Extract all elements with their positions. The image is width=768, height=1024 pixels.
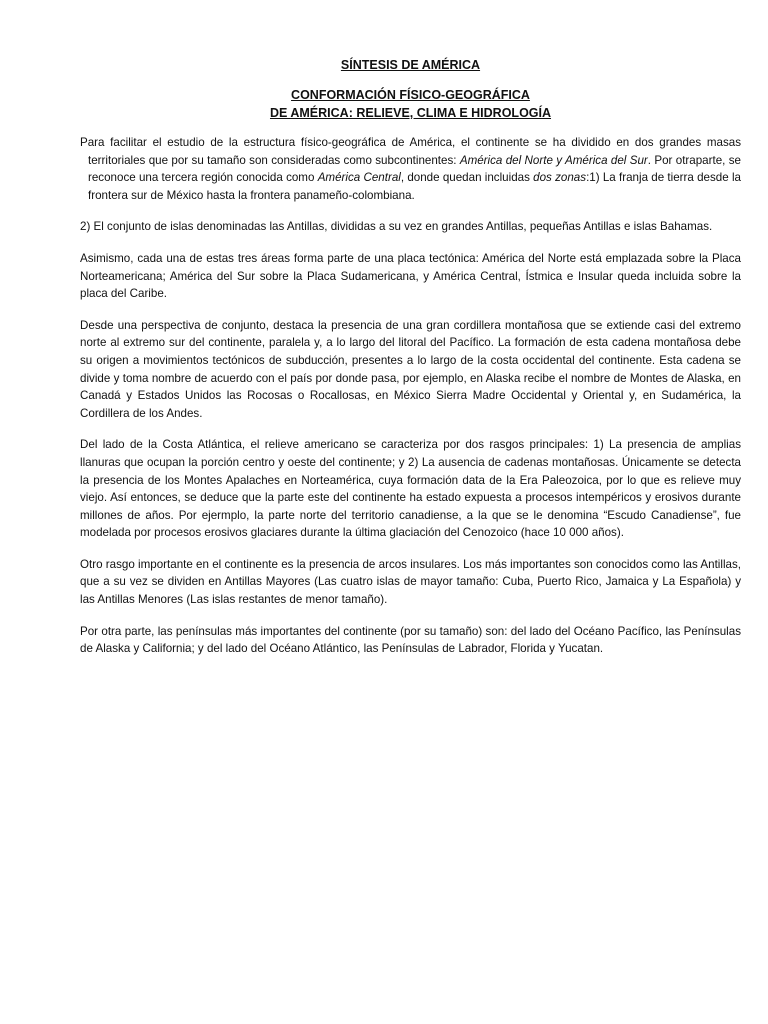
paragraph-3: Asimismo, cada una de estas tres áreas forma parte de una placa tectónica: América del Norte está emplazada sobre la Placa Norteamericana; América del Sur sobre la Placa Sudamericana, y América Central, Ístmica e Insular queda incluida sobre la placa del Caribe. [80, 251, 741, 301]
paragraph-7: Por otra parte, las penínsulas más importantes del continente (por su tamaño) son: del lado del Océano Pacífico, las Penínsulas de Alaska y California; y del lado del Océano Atlántico, las Penínsulas de Labrador, Florida y Yucatan. [80, 624, 741, 656]
p1-text-e: , donde quedan incluidas [400, 171, 534, 185]
paragraph-5: Del lado de la Costa Atlántica, el relieve americano se caracteriza por dos rasgos principales: 1) La presencia de amplias llanuras que ocupan la porción centro y oeste del continente; y 2) La ausencia de cadenas montañosas. Únicamente se detecta la presencia de los Montes Apalaches en Norteamérica, cuya formación data de la Era Paleozoica, por lo que es relieve muy viejo. Así entonces, se deduce que la parte este del continente ha estado expuesta a procesos intempéricos y erosivos durante millones de años. Por ejermplo, la parte norte del territorio canadiense, a la que se le denomina “Escudo Canadiense”, fue modelada por procesos erosivos glaciares durante la última glaciación del Cenozoico (hace 10 000 años). [80, 438, 741, 540]
p1-text-c: . Por otraparte, se reconoce una tercera región conocida como [88, 153, 741, 185]
p1-text-g: :1) La franja de tierra desde la frontera sur de México hasta la frontera panameño-colombiana. [88, 171, 741, 202]
document-subtitle [80, 86, 741, 122]
p1-italic-central: América Central [317, 171, 401, 185]
subtitle-line-1: CONFORMACIÓN FÍSICO-GEOGRÁFICA [291, 88, 530, 102]
subtitle-line-2: DE AMÉRICA: RELIEVE, CLIMA E HIDROLOGÍA [269, 106, 552, 120]
paragraph-1 [80, 134, 741, 204]
paragraph-4: Desde una perspectiva de conjunto, destaca la presencia de una gran cordillera montañosa que se extiende casi del extremo norte al extremo sur del continente, paralela y, a lo largo del litoral del Pacífico. La formación de esta cadena montañosa debe su origen a movimientos tectónicos de subducción, presentes a lo largo de la costa occidental del continente. Esta cadena se divide y toma nombre de acuerdo con el país por donde pasa, por ejemplo, en Alaska recibe el nombre de Montes de Alaska, en Canadá y Estados Unidos las Rocosas o Rocallosas, en México Sierra Madre Occidental y Oriental y, en Sudamérica, la Cordillera de los Andes. [80, 318, 741, 420]
paragraph-2: 2) El conjunto de islas denominadas las Antillas, divididas a su vez en grandes Antillas, pequeñas Antillas e islas Bahamas. [80, 220, 713, 234]
p1-text-a: Para facilitar el estudio de la estructura físico-geográfica de América, el continente se ha dividido en dos grandes masas territoriales que por su tamaño son consideradas como subcontinentes: [80, 136, 741, 167]
paragraph-6: Otro rasgo importante en el continente es la presencia de arcos insulares. Los más importantes son conocidos como las Antillas, que a su vez se dividen en Antillas Mayores (Las cuatro islas de mayor tamaño: Cuba, Puerto Rico, Jamaica y La Española) y las Antillas Menores (Las islas restantes de menor tamaño). [80, 557, 741, 607]
document-title: SÍNTESIS DE AMÉRICA [340, 58, 481, 72]
p1-italic-subcontinents: América del Norte y América del Sur [459, 153, 648, 167]
p1-italic-zonas: dos zonas [533, 171, 587, 185]
